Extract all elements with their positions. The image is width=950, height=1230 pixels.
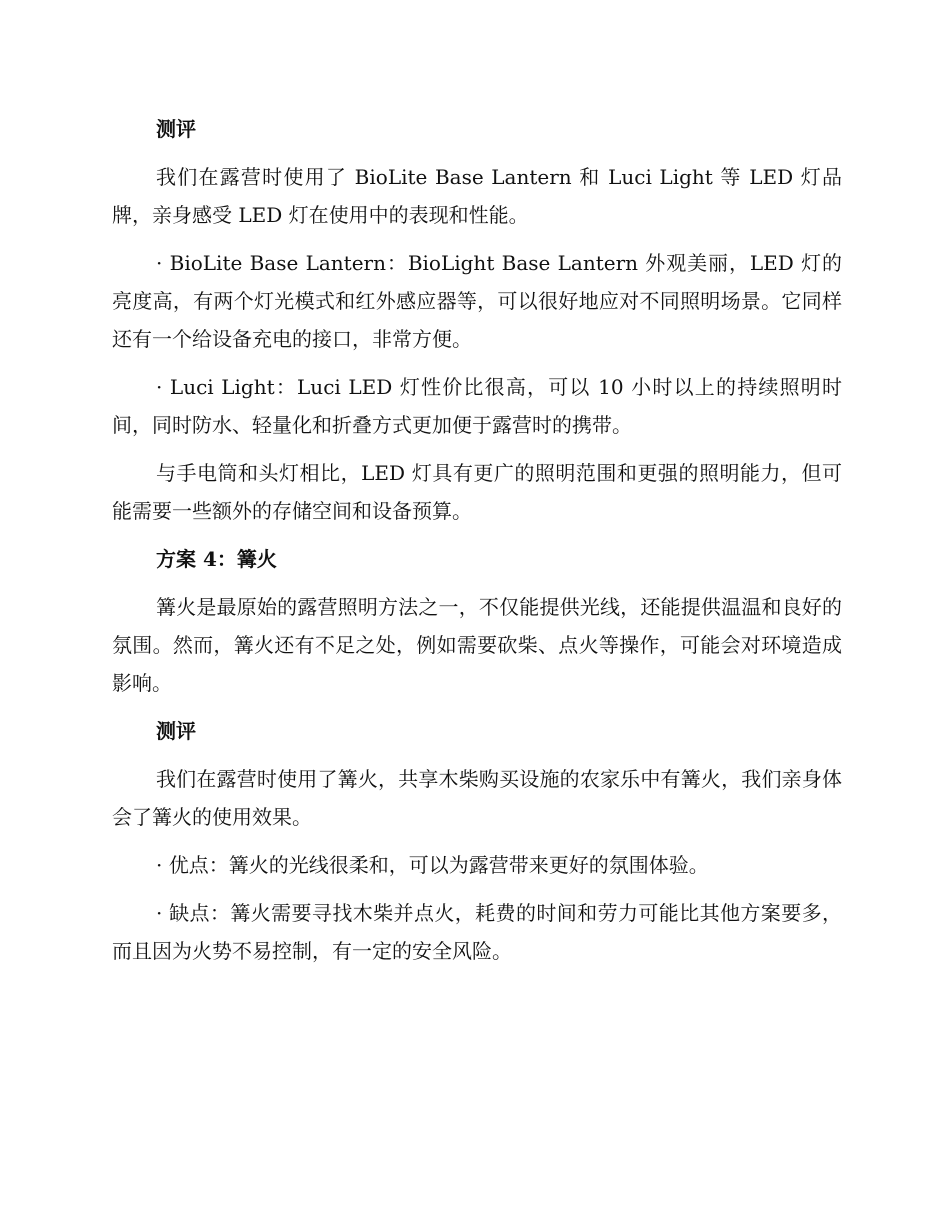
section-heading-review-2: 测评 [156,719,196,743]
paragraph-led-comparison: 与手电筒和头灯相比，LED 灯具有更广的照明范围和更强的照明能力，但可能需要一些额外的存储空间和设备预算。 [112,461,842,523]
document-page [112,110,842,980]
bullet-pros: · 优点：篝火的光线很柔和，可以为露营带来更好的氛围体验。 [156,853,709,877]
bullet-cons: · 缺点：篝火需要寻找木柴并点火，耗费的时间和劳力可能比其他方案要多，而且因为火势不易控制，有一定的安全风险。 [112,901,842,963]
section-heading-plan-4: 方案 4：篝火 [156,547,277,571]
bullet-luci-light: · Luci Light：Luci LED 灯性价比很高，可以 10 小时以上的持续照明时间，同时防水、轻量化和折叠方式更加便于露营时的携带。 [112,375,842,437]
bullet-biolite: · BioLite Base Lantern：BioLight Base Lantern 外观美丽，LED 灯的亮度高，有两个灯光模式和红外感应器等，可以很好地应对不同照明场景。它同样还有一个给设备充电的接口，非常方便。 [112,251,842,351]
paragraph-campfire-review: 我们在露营时使用了篝火，共享木柴购买设施的农家乐中有篝火，我们亲身体会了篝火的使用效果。 [112,767,842,829]
section-heading-review-1: 测评 [156,117,196,141]
paragraph-campfire-intro: 篝火是最原始的露营照明方法之一，不仅能提供光线，还能提供温温和良好的氛围。然而，篝火还有不足之处，例如需要砍柴、点火等操作，可能会对环境造成影响。 [112,595,842,695]
paragraph-led-intro: 我们在露营时使用了 BioLite Base Lantern 和 Luci Light 等 LED 灯品牌，亲身感受 LED 灯在使用中的表现和性能。 [112,165,842,227]
